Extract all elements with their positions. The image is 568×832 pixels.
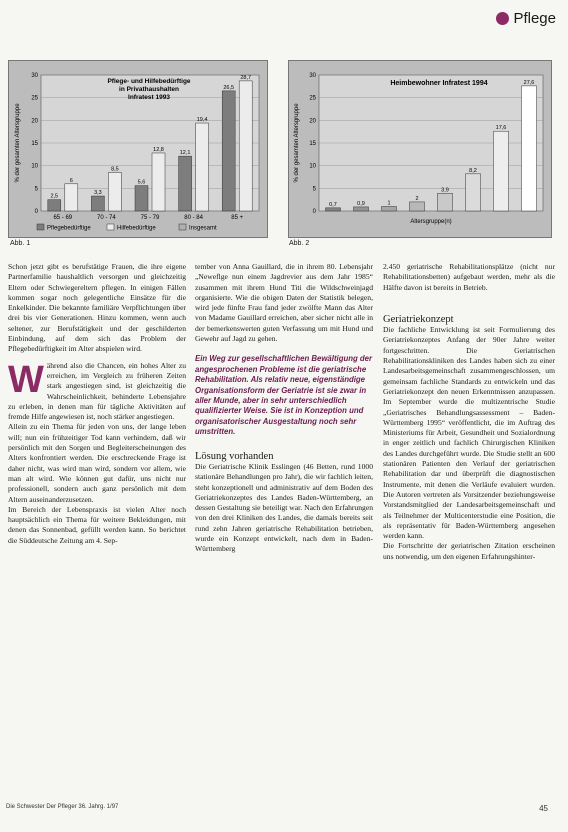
chart2-data-label: 17,6 [495,125,507,132]
col3-paragraph-2: Die fachliche Entwicklung ist seit Formulierung des Geriatriekonzeptes Anfang der 90er Jahre weiter fortgeschritten. Die Geriatrischen Rehabilitationskliniken des Landes haben sich zu einer Landesarbeitsgemeinschaft zusammengeschlossen, um gemeinsam fachliche Standards zu entwickeln und das Geriatriekonzept den neuen Erkenntnissen anzupassen. Im September wurde die multizentrische Studie „Geriatrisches Behandlungsassessment – Baden-Württemberg 1995“ veröffentlicht, die im Auftrag des Ministeriums für Arbeit, Gesundheit und Sozialordnung in enger zeitlich und fachlich Chirurgischen Kliniken des Landes durchgeführt wurde. Die Studie stellt an 600 stationären Patienten den Verlauf der geriatrischen Rehabilitation dar und überprüft die diagnostischen Instrumente, mit denen die Verläufe evaluiert wurden. Die Autoren vertreten als Vorsitzender beziehungsweise Vorstandsmitglied der Landesarbeitsgemeinschaft und als Teilnehmer der Multicenterstudie eine Position, die als repräsentativ für Baden-Württemberg angesehen werden kann. [383,325,555,541]
chart2-data-label: 2 [415,195,419,202]
chart1-legend-label: Pflegebedürftige [47,225,91,232]
chart2-bar [466,174,481,211]
chart1-data-label: 19,4 [196,117,208,124]
chart2-ytick-label: 30 [309,73,316,79]
chart1-bar [91,196,104,211]
chart2-data-label: 0,9 [357,200,365,207]
chart1-data-label: 26,5 [223,84,235,91]
chart1-bar [65,184,78,211]
chart1-category-label: 85 + [231,215,244,221]
chart1-legend-label: Hilfebedürftige [117,225,156,232]
figure-1-caption: Abb. 1 [10,240,31,247]
chart-2-svg [289,61,551,237]
chart2-data-label: 8,2 [469,167,477,174]
section-tag [496,10,556,27]
footer-source: Die Schwester Der Pfleger 36. Jahrg. 1/97 [6,804,119,810]
chart1-bar [222,91,235,211]
figure-2-caption: Abb. 2 [289,240,310,247]
chart2-ytick-label: 25 [309,95,316,102]
chart2-bar [522,86,537,211]
chart1-bar [108,172,121,211]
heading-loesung: Lösung vorhanden [195,450,274,462]
chart1-title-line: Pflege- und Hilfebedürftige [107,78,191,85]
chart1-category-label: 75 - 79 [140,215,160,221]
chart1-data-label: 28,7 [240,74,252,81]
chart1-ytick-label: 25 [31,95,38,102]
chart2-data-label: 1 [387,200,391,207]
chart1-title-line: in Privathaushalten [119,86,179,93]
text-column-1 [8,262,186,546]
chart1-data-label: 2,5 [50,193,59,200]
chart2-data-label: 3,9 [441,187,449,194]
col2-paragraph-1: tember von Anna Gauillard, die in ihrem 80. Lebensjahr „Neweflge nun einem Jagdrevier aus dem Jahr 1985“ zusammen mit ihrem Hund Titi die Wildschweinjagd organisierte. Wie die obigen Daten der Statistik belegen, wird jede fünfte Frau fand jeder zwölfte Mann das Alter von Madame Gauillard erreichen, aber sicher nicht alle in der bemerkenswerten guten Verfassung um mit Hund und Gewehr auf Jagd zu gehen. [195,262,373,344]
chart-1-svg [9,61,267,237]
chart1-title-line: Infratest 1993 [128,94,170,101]
col3-paragraph-1: 2.450 geriatrische Rehabilitationsplätze (nicht nur Rehabilitationsbetten) aufgebaut werden, mehr als die Hälfte davon ist bereits in Betrieb. [383,262,555,292]
chart1-data-label: 8,5 [111,166,119,173]
chart1-data-label: 3,3 [94,190,102,197]
page-footer [6,804,548,813]
section-label: Pflege [513,10,556,27]
chart1-ytick-label: 30 [31,73,38,79]
chart1-legend-swatch [179,224,186,230]
chart2-ytick-label: 20 [309,118,316,125]
chart2-bar [354,207,369,211]
col1-paragraph-4: Im Bereich der Lebenspraxis ist vielen Alter noch hauptsächlich ein Thema für weitere Bekleidungen, mit denen das Sonnenbad, gefüllt werden kann. So berichtet die Süddeutsche Zeitung am 4. Sep- [8,504,186,545]
chart2-bar [410,202,425,211]
chart1-ytick-label: 10 [31,163,38,170]
chart1-category-label: 70 - 74 [97,215,116,221]
chart2-data-label: 0,7 [329,201,337,208]
chart1-data-label: 12,1 [179,150,191,157]
chart1-category-label: 80 - 84 [184,215,203,221]
chart1-legend-swatch [37,224,44,230]
chart1-category-label: 65 - 69 [53,215,73,221]
chart2-bar [326,208,341,211]
col2-paragraph-2: Die Geriatrische Klinik Esslingen (46 Betten, rund 1000 stationäre Behandlungen pro Jahr), die wir fachlich leiten, steht konzeptionell und administrativ auf dem Boden des Geriatriekonzeptes des Landes Baden-Württemberg, an dessen Gestaltung sie beteiligt war. Nach den Erfahrungen von den drei Kliniken des Landes, die damals bereits seit rund zehn Jahren geriatrische Rehabilitation betrieben, wurde ein Konzept entwickelt, nach dem in Baden-Württemberg [195,461,373,554]
chart2-ytick-label: 0 [312,209,316,215]
chart2-bar [438,193,453,211]
chart2-bar [494,131,509,211]
chart2-title: Heimbewohner Infratest 1994 [390,80,488,87]
page-number: 45 [539,804,548,813]
chart1-data-label: 6 [69,177,73,184]
chart1-bar [48,200,61,211]
figure-1 [8,60,268,238]
chart1-bar [135,186,148,211]
chart2-data-label: 27,6 [523,79,535,86]
col1-paragraph-2-text: ährend also die Chancen, ein hohes Alter zu erreichen, im Vergleich zu früheren Zeiten stark angestiegen sind, ist gleichzeitig die Wahrscheinlichkeit, behinderte Lebensjahre zu erleben, in denen man für tägliche Aktivitäten auf fremde Hilfe angewiesen ist, noch stärker angestiegen. [8,360,186,422]
chart2-ytick-label: 10 [309,163,316,170]
drop-cap: W [8,358,44,401]
chart2-ytick-label: 15 [309,141,316,147]
chart1-ytick-label: 5 [34,186,38,193]
chart1-bar [196,123,209,211]
chart2-xlabel: Altersgruppe(n) [410,219,452,225]
chart1-legend-label: Insgesamt [189,225,217,232]
chart1-ytick-label: 15 [31,141,38,147]
chart1-bar [152,153,165,211]
chart1-ytick-label: 20 [31,118,38,125]
col1-paragraph-3: Allein zu ein Thema für jeden von uns, der lange leben will; nun ein frühzeitiger Tod kann verhindern, daß wir persönlich mit den Sorgen und Begleiterscheinungen des Alters konfrontiert werden. Die erschreckende Frage ist daher nicht, was wird man wird, sondern vor allem, wie man alt wird. Wie können gut dafür, uns nicht nur professionell, sondern auch ganz persönlich mit dem Altern auseinanderzusetzen. [8,422,186,504]
text-column-3 [383,262,555,562]
chart1-ytick-label: 0 [34,209,38,215]
chart1-ylabel: % der gesamten Altersgruppe [15,103,21,183]
chart1-bar [179,156,192,211]
col3-paragraph-3: Die Fortschritte der geriatrischen Zitation erscheinen uns notwendig, um den eigenen Erfahrungshinter- [383,541,555,561]
chart2-ytick-label: 5 [312,186,316,193]
figure-2 [288,60,552,238]
callout-box: Ein Weg zur gesellschaftlichen Bewältigung der angesprochenen Probleme ist die geriatrische Rehabilitation. Als relativ neue, eigenständige Organisationsform der Geriatrie ist sie zwar in aller Munde, aber in sehr unterschiedlich qualifizierter Weise. Sie ist in Konzeption und organisatorischer Ausgestaltung noch sehr umstritten. [195,354,373,437]
chart2-bar [382,206,397,211]
chart1-data-label: 12,8 [153,146,164,153]
heading-geriatriekonzept: Geriatriekonzept [383,313,454,325]
col1-paragraph-2 [8,358,186,423]
text-column-2 [195,262,373,555]
chart1-data-label: 5,6 [137,179,146,186]
chart1-bar [239,81,252,211]
chart1-legend-swatch [107,224,114,230]
section-dot-icon [496,12,509,25]
chart2-ylabel: % der gesamten Altersgruppe [294,103,300,183]
col1-paragraph-1: Schon jetzt gibt es berufstätige Frauen, die ihre eigene Partnerfamilie haushaltlich versorgen und gleichzeitig Eltern oder Schwiegereltern pflegen. In einigen Fällen kommen sogar noch gelegentliche Einsätze für die Enkelkinder. Die bekannte familiäre Verpflichtungen über drei bis vier Generationen. Hinzu kommen, wenn auch seltener, zur Berufstätigkeit und der geschilderten Einbindung, auf dem sich das Problem der Pflegebedürftigkeit im Alter abspielen wird. [8,262,186,354]
